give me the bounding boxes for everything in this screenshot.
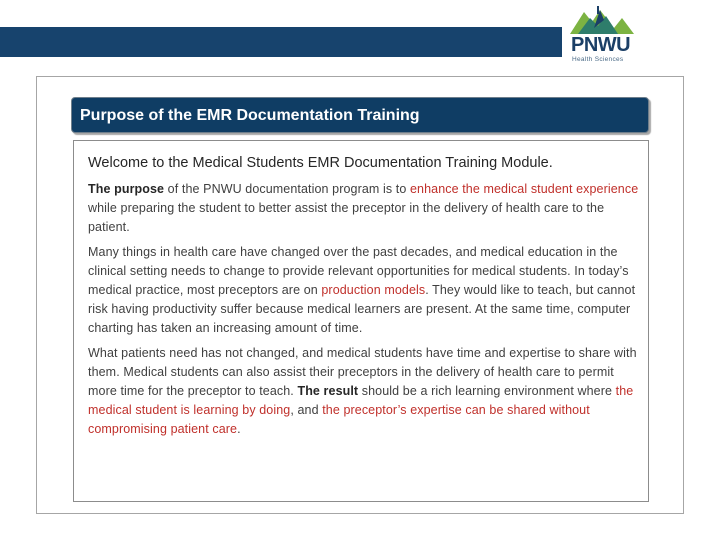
needs-text-3: , and [290,403,323,417]
needs-bold: The result [297,384,359,398]
welcome-text: Welcome to the Medical Students EMR Documentation Training Module. [88,155,553,171]
needs-text-2: should be a rich learning environment where [358,384,616,398]
needs-text-4: . [237,422,241,436]
purpose-highlight: enhance the medical student experience [409,182,639,196]
logo-subtitle: Health Sciences [572,56,624,63]
needs-highlight-2: the preceptor’s expertise can be shared without compromising patient care [88,403,590,436]
mountain-logo-icon [570,6,634,34]
purpose-paragraph [88,180,640,237]
content-box [73,140,649,502]
purpose-text-2: while preparing the student to better assist the preceptor in the delivery of health care to the patient. [88,201,605,234]
pnwu-logo [566,6,638,62]
change-text-2: . They would like to teach, but cannot risk having productivity suffer because medical learners are present. At the same time, computer charting has taken an increasing amount of time. [88,283,636,335]
section-heading-text: Purpose of the EMR Documentation Training [80,107,420,124]
logo-wordmark: PNWU [571,34,631,56]
change-paragraph [88,243,640,338]
change-highlight: production models [321,283,426,297]
needs-paragraph [88,344,640,439]
purpose-text-1: of the PNWU documentation program is to [164,182,410,196]
purpose-bold: The purpose [88,182,165,196]
change-text-1: Many things in health care have changed over the past decades, and medical education in the clinical setting needs to change to provide relevant opportunities for medical students. In today’s medical practice, most preceptors are on [88,245,629,297]
needs-text-1: What patients need has not changed, and medical students have time and expertise to share with them. Medical students can also assist their preceptors in the delivery of health care to permit more time for the preceptor to teach. [88,346,637,398]
header-bar [0,27,562,57]
needs-highlight-1: the medical student is learning by doing [88,384,634,417]
section-heading [71,97,649,133]
